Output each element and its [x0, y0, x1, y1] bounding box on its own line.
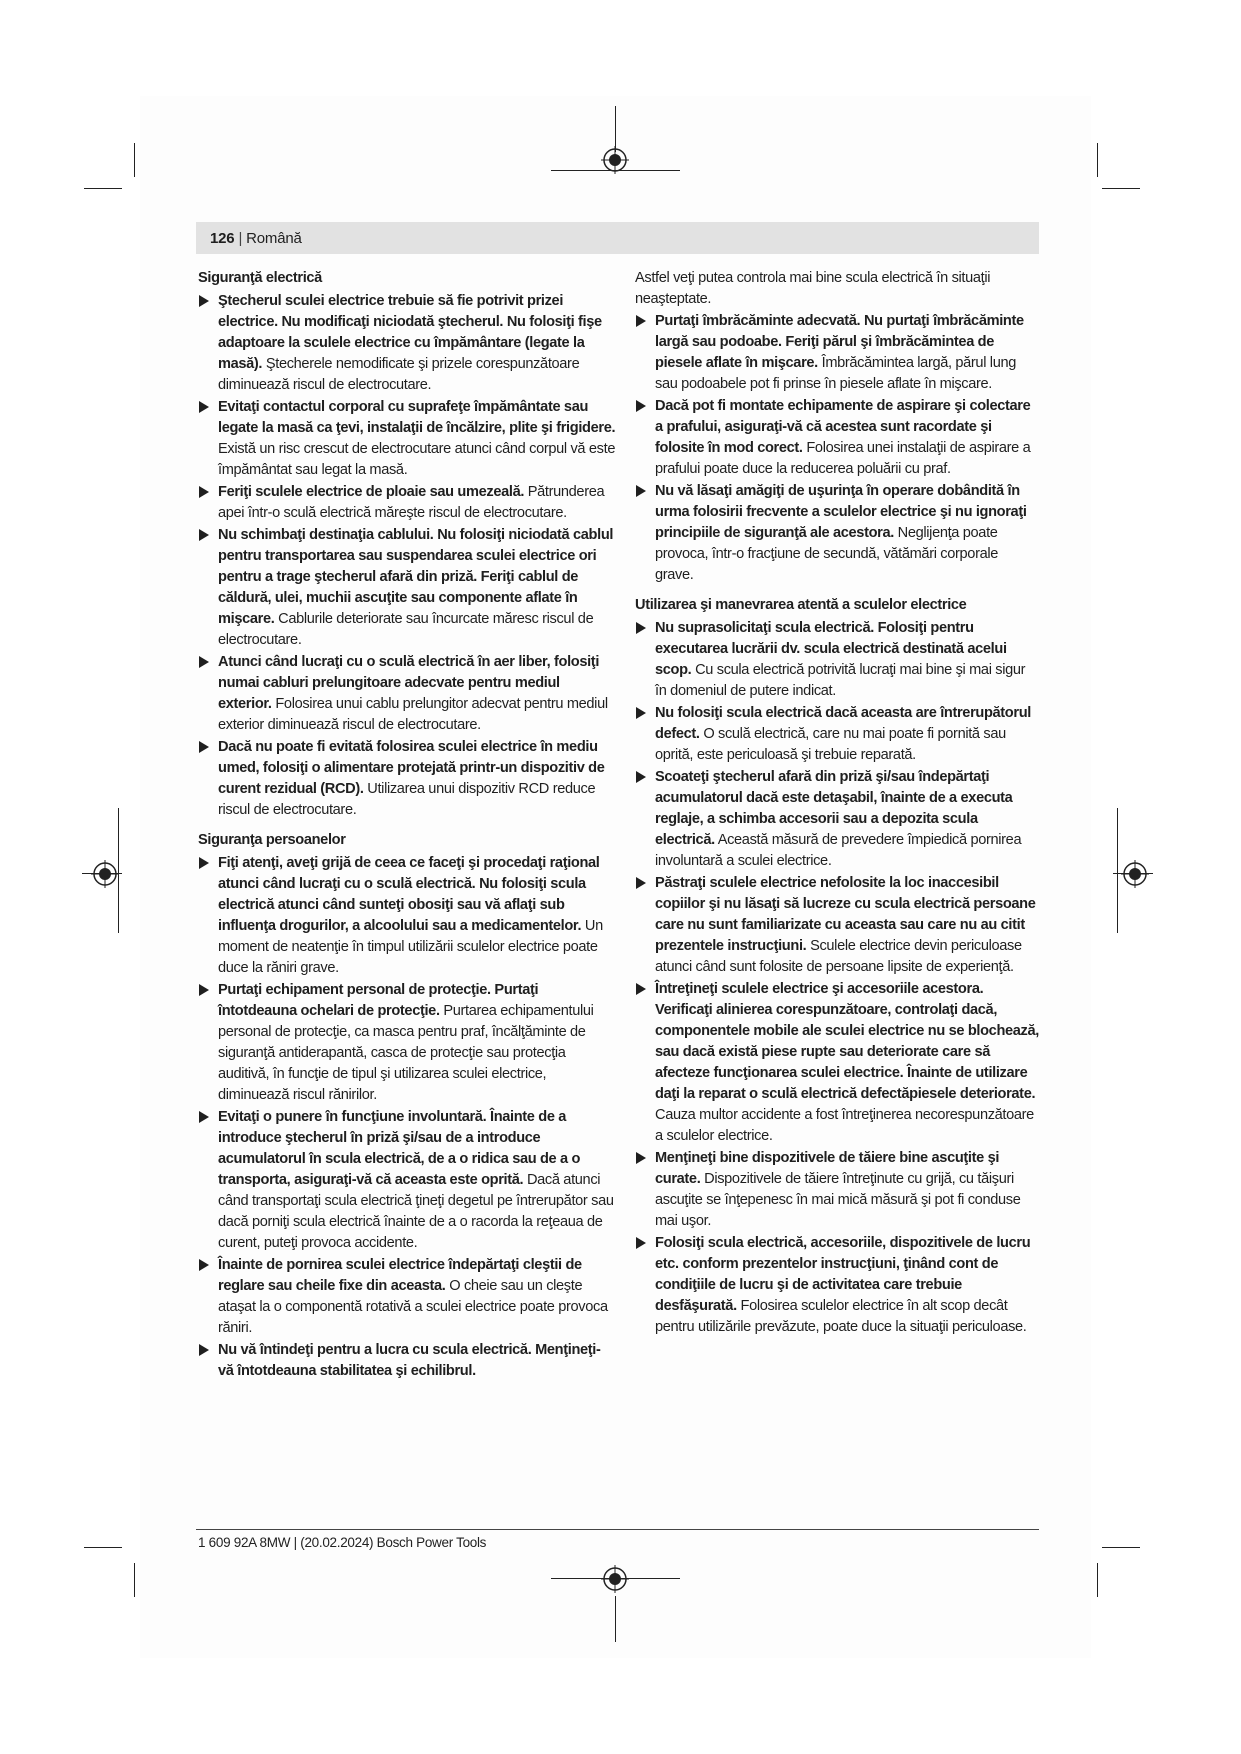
safety-item [635, 1148, 1040, 1232]
continued-paragraph: Astfel veţi putea controla mai bine scula electrică în situaţii neaşteptate. [635, 270, 991, 307]
footer-rule [196, 1529, 1039, 1530]
explanation-text: Un moment de neatenţie în timpul utilizării sculelor electrice poate duce la răniri grave. [218, 918, 603, 976]
triangle-bullet-icon [199, 1344, 209, 1356]
triangle-bullet-icon [199, 1111, 209, 1123]
explanation-text: Există un risc crescut de electrocutare atunci când corpul vă este împământat sau legat la masă. [218, 441, 616, 478]
explanation-text: O sculă electrică, care nu mai poate fi pornită sau oprită, este periculoasă şi trebuie reparată. [655, 726, 1006, 763]
instruction-text: Evitaţi o punere în funcţiune involuntară. Înainte de a introduce ştecherul în priză şi/sau de a introduce acumulatorul în scula electrică, de a o ridica sau de a o transporta, asiguraţi-vă că aceasta este oprită. [218, 1109, 581, 1188]
triangle-bullet-icon [199, 486, 209, 498]
explanation-text: Utilizarea unui dispozitiv RCD reduce riscul de electrocutare. [218, 781, 596, 818]
instruction-text: Purtaţi îmbrăcăminte adecvată. Nu purtaţi îmbrăcăminte largă sau podoabe. Feriţi părul şi îmbrăcămintea de piesele aflate în mişcare. [655, 313, 1024, 371]
triangle-bullet-icon [636, 877, 646, 889]
explanation-text: Pătrunderea apei într-o sculă electrică măreşte riscul de electrocutare. [218, 484, 605, 521]
triangle-bullet-icon [199, 401, 209, 413]
explanation-text: Purtarea echipamentului personal de protecţie, ca masca pentru praf, încălţăminte de siguranţă antiderapantă, casca de protecţie sau protecţia auditivă, în funcţie de tipul şi utilizarea sculei electrice, diminuează riscul rănirilor. [218, 1003, 594, 1103]
instruction-text: Scoateţi ştecherul afară din priză şi/sau îndepărtaţi acumulatorul dacă este detaşabil, înainte de a executa reglaje, a schimba accesorii sau a depozita scula electrică. [655, 769, 1013, 848]
instruction-text: Dacă nu poate fi evitată folosirea sculei electrice în mediu umed, folosiţi o alimentare protejată printr-un dispozitiv de curent rezidual (RCD). [218, 739, 605, 797]
safety-item [635, 618, 1040, 702]
explanation-text: Dispozitivele de tăiere întreţinute cu grijă, cu tăişuri ascuţite se înţepenesc în mai mică măsură şi pot fi conduse mai uşor. [655, 1171, 1021, 1229]
safety-item [198, 291, 616, 396]
safety-item [635, 703, 1040, 766]
explanation-text: Neglijenţa poate provoca, într-o fracţiune de secundă, vătămări corporale grave. [655, 525, 998, 583]
triangle-bullet-icon [199, 656, 209, 668]
page-number: 126 [210, 229, 235, 247]
instruction-text: Nu folosiţi scula electrică dacă aceasta are întrerupătorul defect. [655, 705, 1031, 742]
safety-item [635, 396, 1040, 480]
instruction-text: Menţineţi bine dispozitivele de tăiere bine ascuţite şi curate. [655, 1150, 1000, 1187]
instruction-text: Nu vă întindeţi pentru a lucra cu scula electrică. Menţineţi-vă întotdeauna stabilitatea şi echilibrul. [218, 1342, 601, 1379]
safety-item [198, 980, 616, 1106]
instruction-text: Nu schimbaţi destinaţia cablului. Nu folosiţi niciodată cablul pentru transportarea sau suspendarea sculei electrice ori pentru a trage ştecherul afară din priză. Feriţi cablul de căldură, ulei, muchii ascuţite sau componente aflate în mişcare. [218, 527, 614, 627]
explanation-text: Dacă atunci când transportaţi scula electrică ţineţi degetul pe întrerupător sau dacă porniţi scula electrică înainte de a o racorda la reţeaua de curent, puteţi provoca accidente. [218, 1172, 614, 1251]
instruction-text: Folosiţi scula electrică, accesoriile, dispozitivele de lucru etc. conform prezentelor instrucţiuni, ţinând cont de condiţiile de lucru şi de activitatea care trebuie desfăşurată. [655, 1235, 1031, 1314]
triangle-bullet-icon [636, 983, 646, 995]
safety-item [198, 525, 616, 651]
explanation-text: Folosirea unei instalaţii de aspirare a prafului poate duce la reducerea poluării cu praf. [655, 440, 1031, 477]
crop-mark [1102, 188, 1140, 189]
explanation-text: Îmbrăcămintea largă, părul lung sau podoabele pot fi prinse în piesele aflate în mişcare. [655, 355, 1016, 392]
instruction-text: Păstraţi sculele electrice nefolosite la loc inaccesibil copiilor şi nu lăsaţi să lucreze cu scula electrică persoane care nu sunt familiarizate cu aceasta sau care nu au citit prezentele instrucţiuni. [655, 875, 1036, 954]
crop-mark [1102, 1547, 1140, 1548]
safety-item [198, 1340, 616, 1382]
crop-mark [134, 1563, 135, 1597]
triangle-bullet-icon [199, 529, 209, 541]
left-column [198, 268, 616, 1383]
triangle-bullet-icon [636, 622, 646, 634]
section-heading: Siguranţa persoanelor [198, 832, 346, 848]
right-column [635, 268, 1040, 1339]
triangle-bullet-icon [636, 485, 646, 497]
instruction-text: Înainte de pornirea sculei electrice îndepărtaţi cleştii de reglare sau cheile fixe din aceasta. [218, 1257, 582, 1294]
page-footer: 1 609 92A 8MW | (20.02.2024) Bosch Power Tools [198, 1535, 487, 1550]
section-heading: Siguranţă electrică [198, 270, 322, 286]
crop-mark [134, 143, 135, 177]
registration-mark-icon [1121, 860, 1149, 888]
triangle-bullet-icon [636, 1152, 646, 1164]
explanation-text: Această măsură de prevedere împiedică pornirea involuntară a sculei electrice. [655, 832, 1022, 869]
safety-item [635, 311, 1040, 395]
safety-item [198, 1107, 616, 1254]
triangle-bullet-icon [636, 771, 646, 783]
safety-item [198, 853, 616, 979]
header-language: Română [246, 229, 302, 247]
instruction-text: Întreţineţi sculele electrice şi accesoriile acestora. Verificaţi alinierea corespunzătoare, controlaţi dacă, componentele mobile ale sculei electrice nu se blochează, sau dacă există piese rupte sau deteriorate care să afecteze funcţionarea sculei electrice. Înainte de utilizare daţi la reparat o sculă electrică defectăpiesele deteriorate. [655, 981, 1039, 1102]
explanation-text: O cheie sau un cleşte ataşat la o componentă rotativă a sculei electrice poate provoca răniri. [218, 1278, 608, 1336]
crop-mark [84, 1547, 122, 1548]
safety-item [635, 873, 1040, 978]
instruction-text: Ştecherul sculei electrice trebuie să fie potrivit prizei electrice. Nu modificaţi niciodată ştecherul. Nu folosiţi fişe adaptoare la sculele electrice cu împământare (legate la masă). [218, 293, 602, 372]
instruction-text: Purtaţi echipament personal de protecţie. Purtaţi întotdeauna ochelari de protecţie. [218, 982, 539, 1019]
section-heading: Utilizarea şi manevrarea atentă a sculelor electrice [635, 597, 967, 613]
registration-mark-icon [91, 860, 119, 888]
safety-item [198, 482, 616, 524]
instruction-text: Feriţi sculele electrice de ploaie sau umezeală. [218, 484, 525, 500]
crop-mark [1097, 1563, 1098, 1597]
instruction-text: Evitaţi contactul corporal cu suprafeţe împământate sau legate la masă ca ţevi, instalaţii de încălzire, plite şi frigidere. [218, 399, 616, 436]
triangle-bullet-icon [636, 707, 646, 719]
explanation-text: Folosirea unui cablu prelungitor adecvat pentru mediul exterior diminuează riscul de electrocutare. [218, 696, 608, 733]
safety-item [635, 1233, 1040, 1338]
triangle-bullet-icon [636, 315, 646, 327]
explanation-text: Sculele electrice devin periculoase atunci când sunt folosite de persoane lipsite de experienţă. [655, 938, 1022, 975]
registration-line [1117, 808, 1118, 933]
instruction-text: Dacă pot fi montate echipamente de aspirare şi colectare a prafului, asiguraţi-vă că acestea sunt racordate şi folosite în mod corect. [655, 398, 1031, 456]
triangle-bullet-icon [636, 1237, 646, 1249]
crop-mark [84, 188, 122, 189]
instruction-text: Nu suprasolicitaţi scula electrică. Folosiţi pentru executarea lucrării dv. scula electrică destinată acelui scop. [655, 620, 1007, 678]
instruction-text: Nu vă lăsaţi amăgiţi de uşurinţa în operare dobândită în urma folosirii frecvente a sculelor electrice şi nu ignoraţi principiile de siguranţă ale acestora. [655, 483, 1027, 541]
explanation-text: Cu scula electrică potrivită lucraţi mai bine şi mai sigur în domeniul de putere indicat. [655, 662, 1026, 699]
triangle-bullet-icon [199, 857, 209, 869]
instruction-text: Fiţi atenţi, aveţi grijă de ceea ce faceţi şi procedaţi raţional atunci când lucraţi cu o sculă electrică. Nu folosiţi scula electrică atunci când sunteţi obosiţi sau vă aflaţi sub influenţa drogurilor, a alcoolului sau a medicamentelor. [218, 855, 600, 934]
header-separator: | [238, 229, 243, 247]
triangle-bullet-icon [199, 1259, 209, 1271]
safety-item [198, 1255, 616, 1339]
triangle-bullet-icon [199, 295, 209, 307]
safety-item [635, 481, 1040, 586]
safety-item [198, 397, 616, 481]
safety-item [198, 737, 616, 821]
safety-item [635, 767, 1040, 872]
explanation-text: Cauza multor accidente a fost întreţinerea necorespunzătoare a sculelor electrice. [655, 1107, 1034, 1144]
triangle-bullet-icon [636, 400, 646, 412]
crop-mark [1097, 143, 1098, 177]
registration-line [615, 1596, 616, 1642]
explanation-text: Folosirea sculelor electrice în alt scop decât pentru utilizările prevăzute, poate duce la situaţii periculoase. [655, 1298, 1027, 1335]
triangle-bullet-icon [199, 741, 209, 753]
instruction-text: Atunci când lucraţi cu o sculă electrică în aer liber, folosiţi numai cabluri prelungitoare adecvate pentru mediul exterior. [218, 654, 600, 712]
explanation-text: Ştecherele nemodificate şi prizele corespunzătoare diminuează riscul de electrocutare. [218, 356, 580, 393]
safety-item [635, 979, 1040, 1147]
explanation-text: Cablurile deteriorate sau încurcate măresc riscul de electrocutare. [218, 611, 594, 648]
registration-mark-icon [601, 146, 629, 174]
triangle-bullet-icon [199, 984, 209, 996]
safety-item [198, 652, 616, 736]
registration-mark-icon [601, 1565, 629, 1593]
page-header [196, 222, 1039, 254]
